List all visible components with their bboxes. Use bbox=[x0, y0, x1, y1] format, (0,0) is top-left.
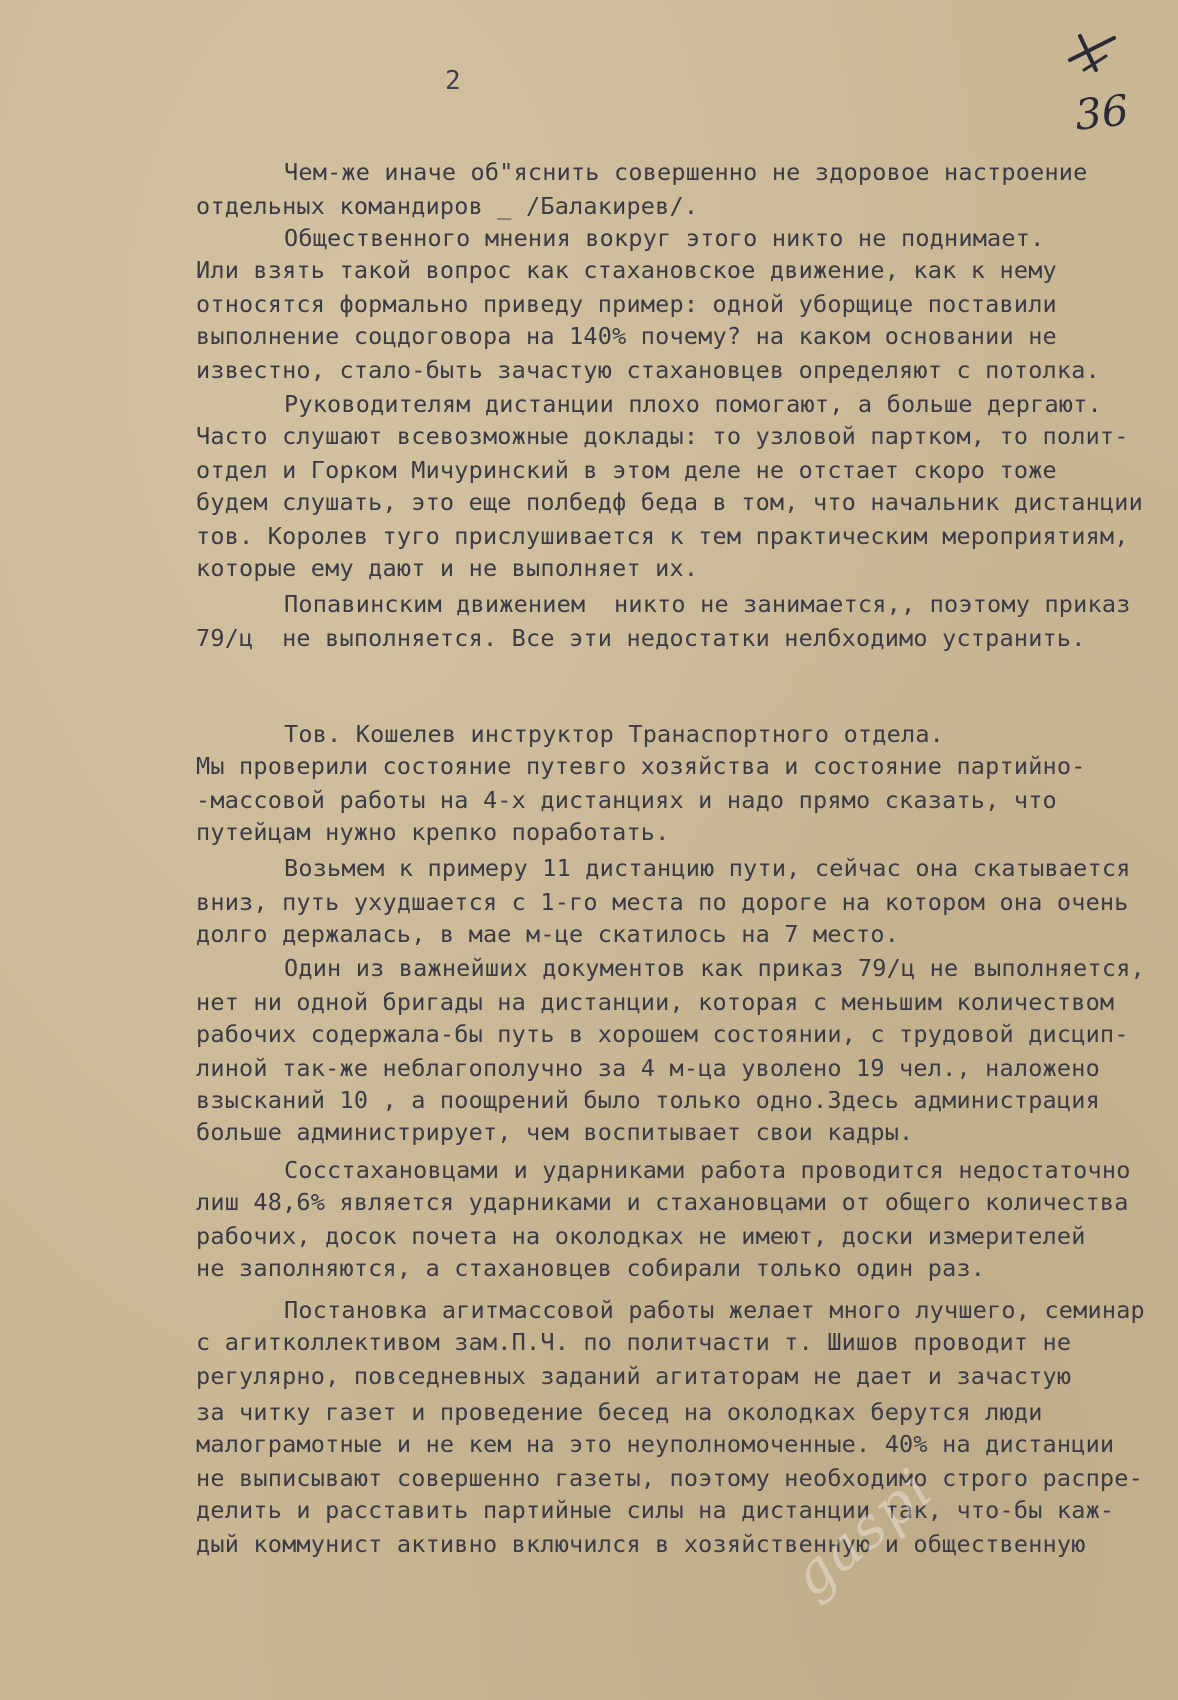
text-line: малограмотные и не кем на это неуполномоченные. 40% на дистанции bbox=[196, 1430, 1115, 1458]
text-line: известно, стало-быть зачастую стахановцев определяют с потолка. bbox=[196, 356, 1100, 384]
text-line: делить и расставить партийные силы на дистанции так, что-бы каж- bbox=[196, 1496, 1115, 1524]
text-line: которые ему дают и не выполняет их. bbox=[196, 554, 699, 582]
text-line: вниз, путь ухудшается с 1-го места по дороге на котором она очень bbox=[196, 888, 1129, 916]
text-line: долго держалась, в мае м-це скатилось на 7 место. bbox=[196, 920, 900, 948]
text-line: дый коммунист активно включился в хозяйственную и общественную bbox=[196, 1530, 1086, 1558]
text-line: лиш 48,6% является ударниками и стахановцами от общего количества bbox=[196, 1188, 1129, 1216]
text-line: Попавинским движением никто не занимается,, поэтому приказ bbox=[284, 590, 1131, 618]
text-line: путейцам нужно крепко поработать. bbox=[196, 818, 670, 846]
text-line: не заполняются, а стахановцев собирали только один раз. bbox=[196, 1254, 986, 1282]
text-line: выполнение соцдоговора на 140% почему? на каком основании не bbox=[196, 322, 1057, 350]
text-line: регулярно, повседневных заданий агитаторам не дает и зачастую bbox=[196, 1362, 1072, 1390]
text-line: будем слушать, это еще полбедф беда в том, что начальник дистанции bbox=[196, 488, 1143, 516]
text-line: больше администрирует, чем воспитывает свои кадры. bbox=[196, 1118, 914, 1146]
text-line: Возьмем к примеру 11 дистанцию пути, сейчас она скатывается bbox=[284, 854, 1131, 882]
text-line: взысканий 10 , а поощрений было только одно.Здесь администрация bbox=[196, 1086, 1100, 1114]
text-line: отдельных командиров _ /Балакирев/. bbox=[196, 192, 699, 220]
text-line: отдел и Горком Мичуринский в этом деле не отстает скоро тоже bbox=[196, 456, 1057, 484]
text-line: Или взять такой вопрос как стахановское движение, как к нему bbox=[196, 256, 1057, 284]
archive-stamp-cross-icon bbox=[1062, 30, 1122, 80]
text-line: 79/ц не выполняется. Все эти недостатки нелбходимо устранить. bbox=[196, 624, 1086, 652]
text-line: Общественного мнения вокруг этого никто не поднимает. bbox=[284, 224, 1045, 252]
text-line: Руководителям дистанции плохо помогают, а больше дергают. bbox=[284, 390, 1102, 418]
text-line: Чем-же иначе об"яснить совершенно не здоровое настроение bbox=[284, 158, 1088, 186]
text-line: Тов. Кошелев инструктор Транаспортного отдела. bbox=[284, 720, 945, 748]
text-line: рабочих, досок почета на околодках не имеют, доски измерителей bbox=[196, 1222, 1086, 1250]
archive-sheet-number: 36 bbox=[1072, 85, 1131, 140]
text-line: -массовой работы на 4-х дистанциях и надо прямо сказать, что bbox=[196, 786, 1057, 814]
text-line: Мы проверили состояние путевго хозяйства и состояние партийно- bbox=[196, 752, 1086, 780]
text-line: Сосстахановцами и ударниками работа проводится недостаточно bbox=[284, 1156, 1131, 1184]
page-number: 2 bbox=[445, 66, 461, 96]
text-line: Часто слушают всевозможные доклады: то узловой партком, то полит- bbox=[196, 422, 1129, 450]
text-line: тов. Королев туго прислушивается к тем практическим мероприятиям, bbox=[196, 522, 1129, 550]
text-line: Один из важнейших документов как приказ 79/ц не выполняется, bbox=[284, 954, 1145, 982]
text-line: с агитколлективом зам.П.Ч. по политчасти т. Шишов проводит не bbox=[196, 1328, 1072, 1356]
text-line: рабочих содержала-бы путь в хорошем состоянии, с трудовой дисцип- bbox=[196, 1020, 1129, 1048]
text-line: относятся формально приведу пример: одной уборщице поставили bbox=[196, 290, 1057, 318]
text-line: линой так-же неблагополучно за 4 м-ца уволено 19 чел., наложено bbox=[196, 1054, 1100, 1082]
text-line: Постановка агитмассовой работы желает много лучшего, семинар bbox=[284, 1296, 1145, 1324]
archive-watermark: gaspi bbox=[780, 1456, 946, 1610]
text-line: не выписывают совершенно газеты, поэтому необходимо строго распре- bbox=[196, 1464, 1143, 1492]
text-line: нет ни одной бригады на дистанции, которая с меньшим количеством bbox=[196, 988, 1115, 1016]
text-line: за читку газет и проведение бесед на околодках берутся люди bbox=[196, 1398, 1043, 1426]
